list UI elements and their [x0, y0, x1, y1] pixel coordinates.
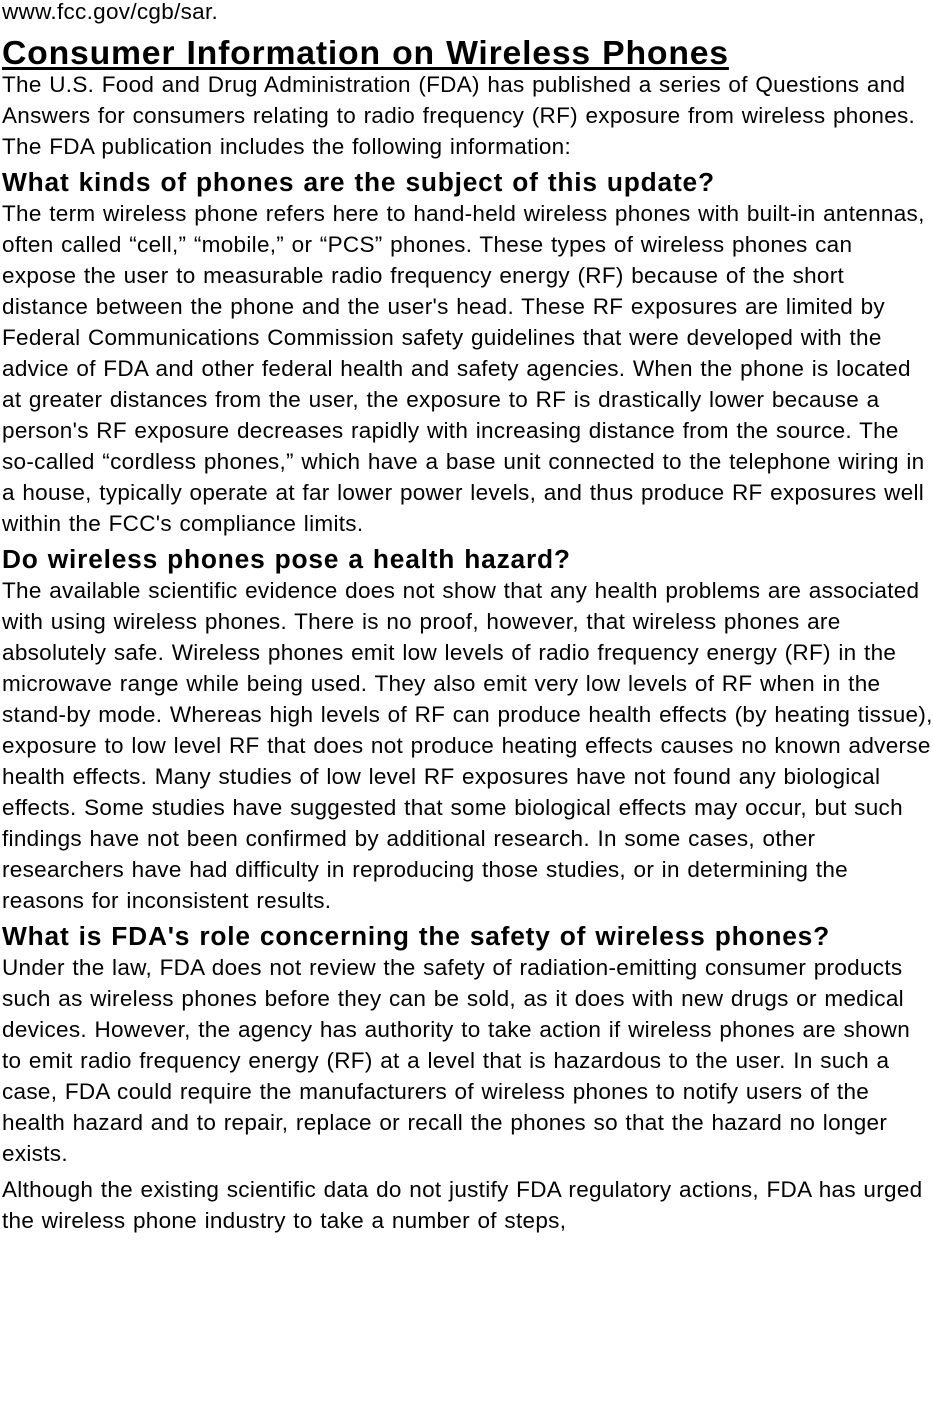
- intro-paragraph: The U.S. Food and Drug Administration (FDA) has published a series of Questions and Answers for consumers relating to radio frequency (RF) exposure from wireless phones. The FDA publication includes the following information:: [2, 72, 916, 159]
- document-page: [2, 0, 933, 1236]
- answer-paragraph-fda-role-continued: Although the existing scientific data do not justify FDA regulatory actions, FDA has urged the wireless phone industry to take a number of steps,: [2, 1177, 923, 1233]
- question-heading-health-hazard: Do wireless phones pose a health hazard?: [2, 544, 571, 574]
- question-heading-phone-types: What kinds of phones are the subject of this update?: [2, 167, 715, 197]
- section-title: Consumer Information on Wireless Phones: [2, 34, 729, 72]
- answer-paragraph-fda-role: Under the law, FDA does not review the safety of radiation-emitting consumer products such as wireless phones before they can be sold, as it does with new drugs or medical devices. However, the agency has authority to take action if wireless phones are shown to emit radio frequency energy (RF) at a level that is hazardous to the user. In such a case, FDA could require the manufacturers of wireless phones to notify users of the health hazard and to repair, replace or recall the phones so that the hazard no longer exists.: [2, 955, 911, 1166]
- answer-paragraph-phone-types: The term wireless phone refers here to hand-held wireless phones with built-in antennas, often called “cell,” “mobile,” or “PCS” phones. These types of wireless phones can expose the user to measurable radio frequency energy (RF) because of the short distance between the phone and the user's head. These RF exposures are limited by Federal Communications Commission safety guidelines that were developed with the advice of FDA and other federal health and safety agencies. When the phone is located at greater distances from the user, the exposure to RF is drastically lower because a person's RF exposure decreases rapidly with increasing distance from the source. The so-called “cordless phones,” which have a base unit connected to the telephone wiring in a house, typically operate at far lower power levels, and thus produce RF exposures well within the FCC's compliance limits.: [2, 201, 925, 536]
- question-heading-fda-role: What is FDA's role concerning the safety of wireless phones?: [2, 921, 830, 951]
- answer-paragraph-health-hazard: The available scientific evidence does not show that any health problems are associated with using wireless phones. There is no proof, however, that wireless phones are absolutely safe. Wireless phones emit low levels of radio frequency energy (RF) in the microwave range while being used. They also emit very low levels of RF when in the stand-by mode. Whereas high levels of RF can produce health effects (by heating tissue), exposure to low level RF that does not produce heating effects causes no known adverse health effects. Many studies of low level RF exposures have not found any biological effects. Some studies have suggested that some biological effects may occur, but such findings have not been confirmed by additional research. In some cases, other researchers have had difficulty in reproducing those studies, or in determining the reasons for inconsistent results.: [2, 578, 933, 913]
- reference-url: www.fcc.gov/cgb/sar.: [2, 0, 219, 24]
